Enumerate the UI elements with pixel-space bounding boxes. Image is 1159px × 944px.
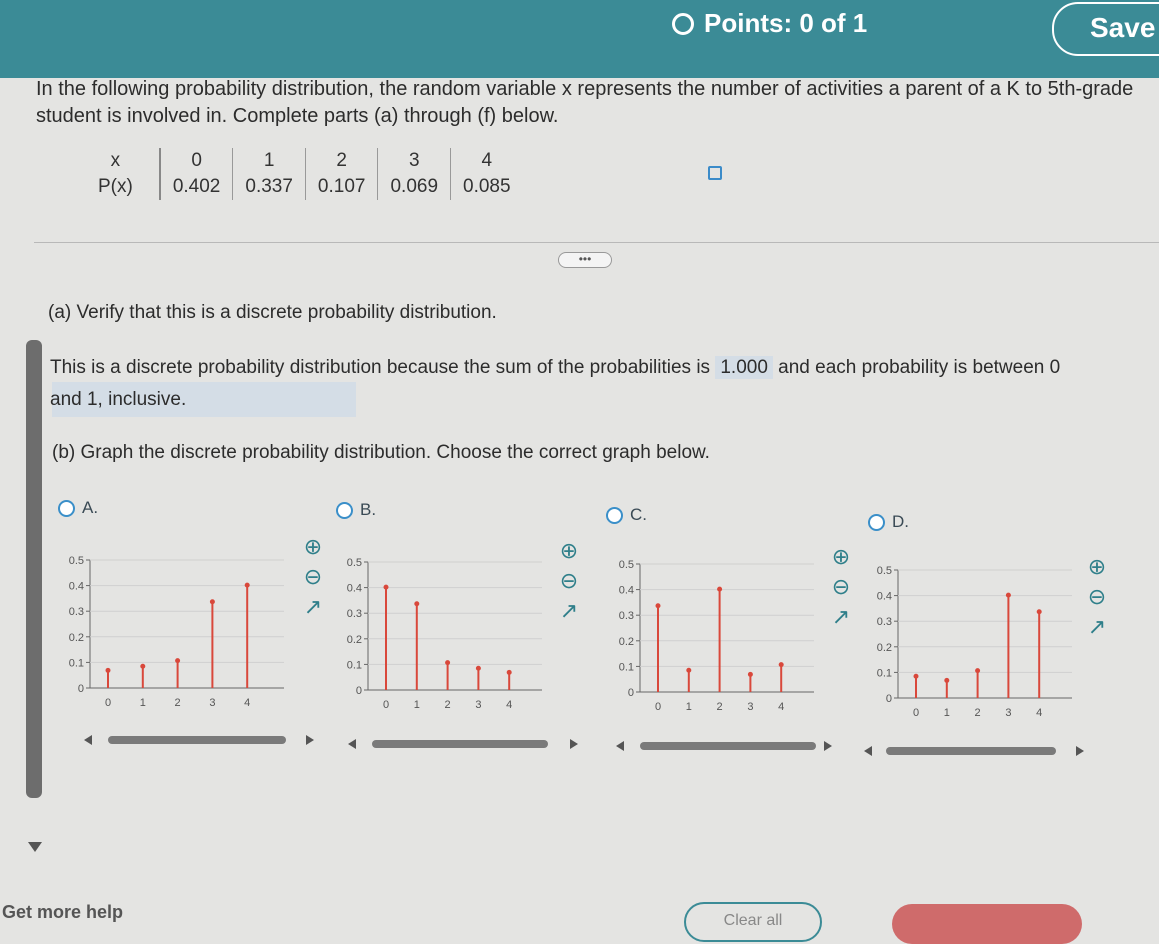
stem-point <box>507 670 512 675</box>
more-button[interactable]: ••• <box>558 252 612 268</box>
scroll-left-icon[interactable] <box>348 739 356 749</box>
option-d-label: D. <box>892 512 909 531</box>
y-tick-label: 0 <box>77 683 84 695</box>
p-cell: 0.085 <box>451 174 523 200</box>
save-button[interactable]: Save <box>1052 2 1159 56</box>
option-c-label: C. <box>630 505 647 524</box>
check-answer-button[interactable] <box>892 904 1082 944</box>
stem-point <box>414 601 419 606</box>
scroll-left-icon[interactable] <box>84 735 92 745</box>
zoom-out-icon[interactable]: ⊖ <box>559 568 579 593</box>
y-tick-label: 0.2 <box>346 633 362 646</box>
p-cell: 0.337 <box>233 174 306 200</box>
x-tick-label: 4 <box>506 699 513 711</box>
stem-point <box>717 587 722 592</box>
x-tick-label: 4 <box>244 697 251 709</box>
stem-point <box>175 658 180 663</box>
x-tick-label: 3 <box>747 701 754 713</box>
y-tick-label: 0.5 <box>346 557 362 569</box>
zoom-in-icon[interactable]: ⊕ <box>1087 554 1107 579</box>
y-tick-label: 0.1 <box>346 659 362 672</box>
x-tick-label: 4 <box>1036 707 1043 719</box>
stem-point <box>1006 593 1011 598</box>
sum-answer-field[interactable]: 1.000 <box>715 356 773 379</box>
y-tick-label: 0.2 <box>68 631 84 644</box>
scroll-left-icon[interactable] <box>616 741 624 751</box>
circle-icon <box>672 13 694 35</box>
x-cell: 1 <box>233 148 306 174</box>
x-cell: 4 <box>451 148 523 174</box>
points-indicator <box>672 8 867 39</box>
popout-icon[interactable]: ↗ <box>1087 614 1107 639</box>
zoom-out-icon[interactable]: ⊖ <box>831 574 851 599</box>
x-cell: 2 <box>305 148 378 174</box>
clear-all-button[interactable]: Clear all <box>684 902 822 942</box>
get-more-help-link[interactable]: Get more help <box>2 902 124 922</box>
stem-point <box>445 660 450 665</box>
y-tick-label: 0.4 <box>68 580 84 593</box>
option-d-radio[interactable] <box>868 514 885 531</box>
x-tick-label: 3 <box>209 697 216 709</box>
scroll-down-arrow-icon[interactable] <box>28 842 42 852</box>
x-tick-label: 2 <box>716 701 723 713</box>
section-divider <box>34 242 1159 243</box>
x-tick-label: 2 <box>974 707 981 719</box>
x-tick-label: 1 <box>943 707 950 719</box>
y-tick-label: 0.1 <box>618 661 634 674</box>
stem-point <box>1037 609 1042 614</box>
copy-table-icon[interactable] <box>708 166 722 180</box>
x-tick-label: 1 <box>413 699 420 711</box>
stem-point <box>748 672 753 677</box>
option-a-scrollbar[interactable] <box>108 736 286 744</box>
option-b-scrollbar[interactable] <box>372 740 548 748</box>
option-b-radio[interactable] <box>336 502 353 519</box>
probability-table <box>86 148 523 200</box>
y-tick-label: 0.4 <box>876 590 892 603</box>
x-tick-label: 4 <box>778 701 785 713</box>
y-tick-label: 0.3 <box>876 616 892 629</box>
y-tick-label: 0.2 <box>618 635 634 648</box>
y-tick-label: 0 <box>627 687 634 699</box>
popout-icon[interactable]: ↗ <box>831 604 851 629</box>
y-tick-label: 0.1 <box>876 667 892 680</box>
popout-icon[interactable]: ↗ <box>559 598 579 623</box>
scroll-right-icon[interactable] <box>1076 746 1084 756</box>
x-tick-label: 0 <box>382 699 390 711</box>
zoom-out-icon[interactable]: ⊖ <box>1087 584 1107 609</box>
x-tick-label: 2 <box>444 699 451 711</box>
zoom-in-icon[interactable]: ⊕ <box>831 544 851 569</box>
x-tick-label: 0 <box>104 697 112 709</box>
option-a-tools <box>300 532 326 622</box>
top-bar <box>0 0 1159 78</box>
x-tick-label: 3 <box>475 699 482 711</box>
option-c-tools <box>828 542 854 632</box>
stem-point <box>245 583 250 588</box>
answer-text: and each probability is between 0 and 1, inclusive. <box>50 357 1061 410</box>
option-d-chart[interactable] <box>862 558 1082 738</box>
stem-point <box>656 603 661 608</box>
scroll-right-icon[interactable] <box>570 739 578 749</box>
scroll-right-icon[interactable] <box>306 735 314 745</box>
part-a-answer <box>50 352 1080 416</box>
option-a-chart[interactable] <box>54 548 294 728</box>
y-tick-label: 0.4 <box>618 584 634 597</box>
x-tick-label: 0 <box>912 707 920 719</box>
x-cell: 3 <box>378 148 451 174</box>
stem-point <box>106 668 111 673</box>
answer-text: This is a discrete probability distribution because the sum of the probabilities is <box>50 357 711 378</box>
vertical-scrollbar[interactable] <box>26 340 42 798</box>
x-header: x <box>86 148 160 174</box>
part-b-prompt: (b) Graph the discrete probability distribution. Choose the correct graph below. <box>52 442 710 463</box>
y-tick-label: 0.2 <box>876 641 892 654</box>
stem-point <box>476 666 481 671</box>
p-cell: 0.402 <box>172 176 221 197</box>
p-cell: 0.107 <box>305 174 378 200</box>
option-c-scrollbar[interactable] <box>640 742 816 750</box>
stem-point <box>384 585 389 590</box>
x-cell: 0 <box>191 150 202 171</box>
zoom-out-icon[interactable]: ⊖ <box>303 564 323 589</box>
zoom-in-icon[interactable]: ⊕ <box>303 534 323 559</box>
x-tick-label: 1 <box>685 701 692 713</box>
points-label: Points: 0 of 1 <box>704 8 868 38</box>
x-tick-label: 3 <box>1005 707 1012 719</box>
option-b-label: B. <box>360 500 377 519</box>
option-a-label: A. <box>82 498 99 517</box>
y-tick-label: 0.3 <box>346 608 362 621</box>
option-d-scrollbar[interactable] <box>886 747 1056 755</box>
option-a-radio[interactable] <box>58 500 75 517</box>
option-c-radio[interactable] <box>606 507 623 524</box>
stem-point <box>686 668 691 673</box>
stem-point <box>914 674 919 679</box>
x-tick-label: 0 <box>654 701 662 713</box>
scroll-right-icon[interactable] <box>824 741 832 751</box>
y-tick-label: 0.4 <box>346 582 362 595</box>
part-a-prompt: (a) Verify that this is a discrete probability distribution. <box>48 302 497 323</box>
y-tick-label: 0.1 <box>68 657 84 670</box>
y-tick-label: 0 <box>885 693 892 705</box>
option-c-chart[interactable] <box>604 552 824 732</box>
p-header: P(x) <box>86 174 160 200</box>
y-tick-label: 0.5 <box>68 555 84 567</box>
question-text: In the following probability distribution, the random variable x represents the number of activities a parent of a K to 5th-grade student is involved in. Complete parts (a) through (f) below. <box>36 78 1134 127</box>
option-b-chart[interactable] <box>332 550 552 730</box>
y-tick-label: 0 <box>355 685 362 697</box>
p-cell: 0.069 <box>378 174 451 200</box>
stem-point <box>140 664 145 669</box>
y-tick-label: 0.5 <box>876 565 892 577</box>
option-d-tools <box>1084 552 1110 642</box>
stem-point <box>975 668 980 673</box>
stem-point <box>944 678 949 683</box>
option-b-tools <box>556 536 582 626</box>
popout-icon[interactable]: ↗ <box>303 594 323 619</box>
x-tick-label: 1 <box>139 697 146 709</box>
stem-point <box>210 599 215 604</box>
x-tick-label: 2 <box>174 697 181 709</box>
y-tick-label: 0.3 <box>618 610 634 623</box>
zoom-in-icon[interactable]: ⊕ <box>559 538 579 563</box>
y-tick-label: 0.5 <box>618 559 634 571</box>
scroll-left-icon[interactable] <box>864 746 872 756</box>
y-tick-label: 0.3 <box>68 606 84 619</box>
stem-point <box>779 662 784 667</box>
